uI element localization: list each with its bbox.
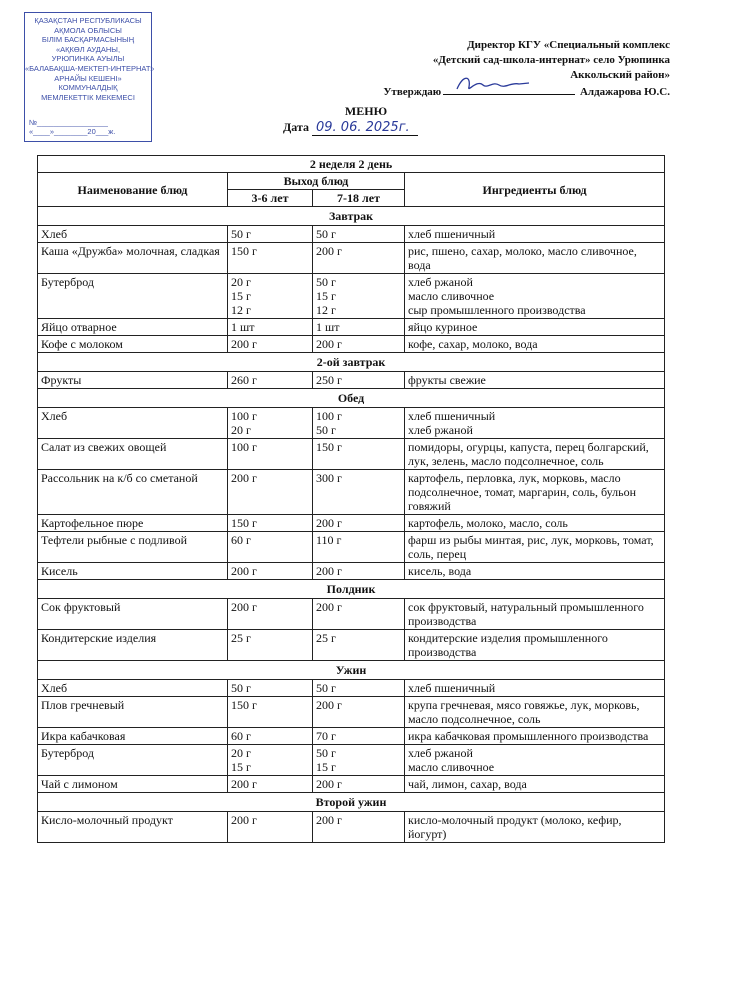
dish-name-cell: Кисель (38, 563, 228, 580)
stamp-line: «АҚКӨЛ АУДАНЫ, (55, 44, 121, 54)
approval-signature-row (383, 83, 670, 100)
yield-3-6-cell: 20 г 15 г 12 г (228, 274, 313, 319)
yield-3-6-cell: 200 г (228, 812, 313, 843)
meal-section-title: Ужин (38, 661, 665, 680)
yield-3-6-cell: 20 г 15 г (228, 745, 313, 776)
dish-name-cell: Икра кабачковая (38, 728, 228, 745)
table-row (38, 563, 665, 580)
yield-3-6-cell: 150 г (228, 697, 313, 728)
yield-3-6-cell: 200 г (228, 599, 313, 630)
table-row (38, 776, 665, 793)
stamp-line: БІЛІМ БАСҚАРМАСЫНЫҢ (41, 35, 135, 45)
yield-3-6-cell: 200 г (228, 563, 313, 580)
header-row (38, 173, 665, 190)
approver-name: Алдажарова Ю.С. (579, 86, 670, 98)
yield-7-18-cell: 100 г 50 г (313, 408, 405, 439)
meal-section-row (38, 207, 665, 226)
approval-line-2: «Детский сад-школа-интернат» село Урюпинка (432, 54, 670, 66)
yield-3-6-cell: 200 г (228, 776, 313, 793)
dish-name-cell: Яйцо отварное (38, 319, 228, 336)
table-row (38, 812, 665, 843)
period-row (38, 156, 665, 173)
ingredients-cell: кондитерские изделия промышленного производства (405, 630, 665, 661)
yield-7-18-cell: 200 г (313, 515, 405, 532)
dish-name-cell: Бутерброд (38, 274, 228, 319)
yield-7-18-cell: 200 г (313, 812, 405, 843)
yield-3-6-cell: 150 г (228, 515, 313, 532)
col-name-header: Наименование блюд (38, 173, 228, 207)
dish-name-cell: Кофе с молоком (38, 336, 228, 353)
yield-3-6-cell: 200 г (228, 336, 313, 353)
ingredients-cell: картофель, перловка, лук, морковь, масло подсолнечное, томат, маргарин, соль, бульон говяжий (405, 470, 665, 515)
table-row (38, 408, 665, 439)
dish-name-cell: Рассольник на к/б со сметаной (38, 470, 228, 515)
col-yield-header: Выход блюд (228, 173, 405, 190)
stamp-line: «БАЛАБАҚША-МЕКТЕП-ИНТЕРНАТ» (25, 63, 155, 73)
date-line (283, 120, 418, 135)
approval-line-3: Аккольский район» (570, 69, 670, 81)
table-row (38, 372, 665, 389)
yield-7-18-cell: 70 г (313, 728, 405, 745)
stamp-number-line: №_________________ (29, 117, 108, 127)
table-row (38, 745, 665, 776)
yield-7-18-cell: 110 г (313, 532, 405, 563)
table-row (38, 226, 665, 243)
table-row (38, 274, 665, 319)
table-row (38, 515, 665, 532)
signature-line (443, 83, 575, 95)
meal-section-title: 2-ой завтрак (38, 353, 665, 372)
table-row (38, 630, 665, 661)
approval-line-1: Директор КГУ «Специальный комплекс (467, 39, 670, 51)
yield-3-6-cell: 1 шт (228, 319, 313, 336)
dish-name-cell: Чай с лимоном (38, 776, 228, 793)
date-value: 09. 06. 2025г. (312, 120, 418, 136)
table-row (38, 728, 665, 745)
yield-7-18-cell: 200 г (313, 243, 405, 274)
yield-7-18-cell: 200 г (313, 563, 405, 580)
dish-name-cell: Кондитерские изделия (38, 630, 228, 661)
meal-section-row (38, 353, 665, 372)
table-row (38, 439, 665, 470)
meal-section-row (38, 661, 665, 680)
stamp-footer (29, 118, 115, 137)
yield-7-18-cell: 200 г (313, 697, 405, 728)
yield-7-18-cell: 300 г (313, 470, 405, 515)
page-title: МЕНЮ (344, 104, 388, 118)
ingredients-cell: хлеб пшеничный хлеб ржаной (405, 408, 665, 439)
yield-7-18-cell: 150 г (313, 439, 405, 470)
period-cell: 2 неделя 2 день (38, 156, 665, 173)
table-row (38, 336, 665, 353)
yield-3-6-cell: 260 г (228, 372, 313, 389)
col-ingredients-header: Ингредиенты блюд (405, 173, 665, 207)
ingredients-cell: яйцо куриное (405, 319, 665, 336)
yield-3-6-cell: 150 г (228, 243, 313, 274)
date-label: Дата (283, 120, 309, 134)
table-row (38, 697, 665, 728)
yield-7-18-cell: 25 г (313, 630, 405, 661)
ingredients-cell: хлеб ржаной масло сливочное (405, 745, 665, 776)
yield-7-18-cell: 50 г 15 г 12 г (313, 274, 405, 319)
yield-7-18-cell: 200 г (313, 599, 405, 630)
ingredients-cell: помидоры, огурцы, капуста, перец болгарский, лук, зелень, масло подсолнечное, соль (405, 439, 665, 470)
stamp-date-line: «____»________20___ж. (29, 127, 116, 137)
ingredients-cell: хлеб ржаной масло сливочное сыр промышленного производства (405, 274, 665, 319)
meal-section-title: Завтрак (38, 207, 665, 226)
yield-3-6-cell: 100 г (228, 439, 313, 470)
col-age-3-6-header: 3-6 лет (228, 190, 313, 207)
yield-3-6-cell: 60 г (228, 532, 313, 563)
yield-7-18-cell: 200 г (313, 336, 405, 353)
dish-name-cell: Плов гречневый (38, 697, 228, 728)
dish-name-cell: Салат из свежих овощей (38, 439, 228, 470)
stamp-lines (25, 16, 155, 102)
dish-name-cell: Сок фруктовый (38, 599, 228, 630)
menu-body (38, 207, 665, 843)
table-row (38, 680, 665, 697)
yield-7-18-cell: 50 г (313, 226, 405, 243)
meal-section-title: Второй ужин (38, 793, 665, 812)
ingredients-cell: хлеб пшеничный (405, 226, 665, 243)
dish-name-cell: Фрукты (38, 372, 228, 389)
yield-3-6-cell: 100 г 20 г (228, 408, 313, 439)
stamp-line: УРЮПИНКА АУЫЛЫ (51, 54, 125, 64)
ingredients-cell: хлеб пшеничный (405, 680, 665, 697)
table-row (38, 599, 665, 630)
dish-name-cell: Хлеб (38, 680, 228, 697)
ingredients-cell: кофе, сахар, молоко, вода (405, 336, 665, 353)
yield-7-18-cell: 200 г (313, 776, 405, 793)
ingredients-cell: икра кабачковая промышленного производства (405, 728, 665, 745)
dish-name-cell: Тефтели рыбные с подливой (38, 532, 228, 563)
dish-name-cell: Каша «Дружба» молочная, сладкая (38, 243, 228, 274)
dish-name-cell: Хлеб (38, 226, 228, 243)
stamp-line: КОММУНАЛДЫҚ (58, 83, 118, 93)
ingredients-cell: сок фруктовый, натуральный промышленного производства (405, 599, 665, 630)
table-row (38, 470, 665, 515)
official-stamp (24, 12, 155, 142)
yield-7-18-cell: 250 г (313, 372, 405, 389)
col-age-7-18-header: 7-18 лет (313, 190, 405, 207)
stamp-line: АРНАЙЫ КЕШЕНІ» (54, 73, 122, 83)
ingredients-cell: фрукты свежие (405, 372, 665, 389)
yield-3-6-cell: 50 г (228, 226, 313, 243)
stamp-line: МЕМЛЕКЕТТІК МЕКЕМЕСІ (41, 92, 135, 102)
ingredients-cell: фарш из рыбы минтая, рис, лук, морковь, томат, соль, перец (405, 532, 665, 563)
table-row (38, 319, 665, 336)
table-row (38, 243, 665, 274)
menu-table (37, 155, 665, 843)
approval-block (383, 38, 670, 100)
dish-name-cell: Кисло-молочный продукт (38, 812, 228, 843)
approve-label: Утверждаю (383, 86, 442, 98)
ingredients-cell: рис, пшено, сахар, молоко, масло сливочное, вода (405, 243, 665, 274)
ingredients-cell: кисель, вода (405, 563, 665, 580)
table-row (38, 532, 665, 563)
stamp-line: ҚАЗАҚСТАН РЕСПУБЛИКАСЫ (34, 16, 142, 25)
meal-section-row (38, 793, 665, 812)
yield-7-18-cell: 50 г 15 г (313, 745, 405, 776)
yield-3-6-cell: 200 г (228, 470, 313, 515)
ingredients-cell: картофель, молоко, масло, соль (405, 515, 665, 532)
yield-7-18-cell: 50 г (313, 680, 405, 697)
yield-3-6-cell: 60 г (228, 728, 313, 745)
ingredients-cell: кисло-молочный продукт (молоко, кефир, йогурт) (405, 812, 665, 843)
yield-3-6-cell: 25 г (228, 630, 313, 661)
meal-section-row (38, 389, 665, 408)
stamp-line: АҚМОЛА ОБЛЫСЫ (54, 25, 122, 35)
meal-section-row (38, 580, 665, 599)
dish-name-cell: Бутерброд (38, 745, 228, 776)
ingredients-cell: чай, лимон, сахар, вода (405, 776, 665, 793)
yield-3-6-cell: 50 г (228, 680, 313, 697)
yield-7-18-cell: 1 шт (313, 319, 405, 336)
handwritten-signature (453, 73, 533, 95)
ingredients-cell: крупа гречневая, мясо говяжье, лук, морковь, масло подсолнечное, соль (405, 697, 665, 728)
meal-section-title: Обед (38, 389, 665, 408)
meal-section-title: Полдник (38, 580, 665, 599)
dish-name-cell: Хлеб (38, 408, 228, 439)
dish-name-cell: Картофельное пюре (38, 515, 228, 532)
